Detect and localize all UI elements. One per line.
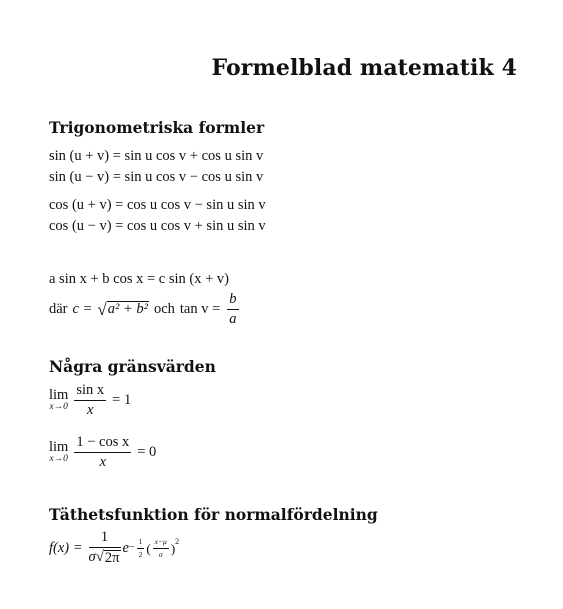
lim2-fraction [74, 435, 131, 469]
trig-formula-4: cos (u − v) = cos u cos v + sin u sin v [49, 218, 266, 234]
exp-half [137, 538, 145, 558]
lim2-operator [49, 440, 68, 465]
lim2-word: lim [49, 438, 69, 455]
sqrt-icon: √ [95, 548, 104, 565]
dar-prefix: där [49, 300, 68, 317]
exp-open-paren: ( [146, 540, 151, 556]
normal-exponent [129, 538, 179, 558]
dar-och: och [153, 300, 175, 317]
lim2-den: x [99, 453, 106, 470]
normal-den-sqrt: 2π [104, 549, 120, 566]
dar-fraction [227, 292, 238, 326]
dar-fraction-num: b [227, 292, 238, 310]
normal-num: 1 [89, 530, 121, 548]
normal-den [89, 548, 121, 567]
trig-formula-3: cos (u + v) = cos u cos v − sin u sin v [49, 197, 266, 213]
page-title: Formelblad matematik 4 [211, 55, 517, 81]
exp-inner [153, 538, 169, 558]
dar-sqrt-content: a² + b² [107, 300, 148, 317]
lim2-sub: x→0 [49, 454, 68, 464]
exp-power: 2 [175, 537, 180, 547]
dar-sqrt [97, 301, 149, 318]
limit-formula-2 [49, 435, 156, 469]
exp-close-paren: ) [170, 540, 176, 556]
dar-tan: tan v = [179, 300, 221, 317]
limits-heading: Några gränsvärden [49, 357, 216, 376]
lim1-rhs: = 1 [112, 391, 132, 408]
lim1-operator [49, 388, 68, 413]
limit-formula-1 [49, 383, 131, 417]
normal-lhs: f(x) = [49, 539, 83, 556]
trig-formula-5: a sin x + b cos x = c sin (x + v) [49, 271, 229, 287]
lim1-num: sin x [74, 383, 106, 401]
exp-sign: − [128, 542, 135, 554]
dar-fraction-den: a [229, 310, 237, 327]
exp-inner-num: x−μ [153, 538, 169, 549]
dar-c: c = [72, 300, 93, 317]
normal-formula [49, 530, 179, 566]
exp-half-den: 2 [138, 549, 143, 559]
lim2-num: 1 − cos x [74, 435, 131, 453]
trig-heading: Trigonometriska formler [49, 118, 265, 137]
lim1-word: lim [49, 386, 69, 403]
exp-half-num: 1 [137, 538, 145, 549]
trig-formula-2: sin (u − v) = sin u cos v − cos u sin v [49, 169, 264, 185]
lim1-fraction [74, 383, 106, 417]
sqrt-icon: √ [97, 299, 107, 319]
normal-base: e [122, 539, 129, 556]
trig-formula-1: sin (u + v) = sin u cos v + cos u sin v [49, 148, 264, 164]
lim2-rhs: = 0 [137, 443, 157, 460]
lim1-den: x [87, 401, 94, 418]
lim1-sub: x→0 [49, 402, 68, 412]
trig-dar-line [49, 292, 241, 326]
exp-inner-den: σ [158, 549, 163, 559]
normal-den-sigma: σ [88, 548, 96, 565]
normal-heading: Täthetsfunktion för normalfördelning [49, 505, 378, 524]
normal-fraction [89, 530, 121, 566]
